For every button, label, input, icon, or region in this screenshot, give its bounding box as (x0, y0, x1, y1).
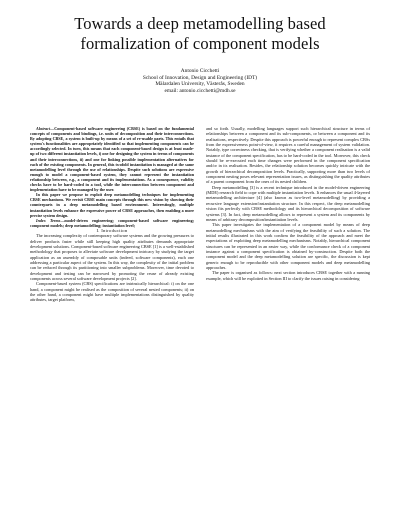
right-column (206, 126, 370, 303)
author-block (30, 68, 370, 94)
right-paragraph-3: This paper investigates the implementation of a component model by means of deep metamodelling mechanisms with the aim of verifying the feasibility of such a solution. The initial results illustrated in this work confirm the feasibility of the approach and meet the expectations of exploiting deep metamodelling mechanisms. Notably, hierarchical component structures can be represented in an easier way, while the conformance check of a component instance against a component specification is obtained by-construction. Despite both the component model and the deep metamodelling solution are specific, the discussion is kept generic enough to be reproducible with other component models and deep metamodelling approaches. (206, 222, 370, 270)
abstract-text: —Component-based software engineering (CBSE) is based on the fundamental concepts of components and bindings, i.e. units of decomposition and their interconnections. By adopting CBSE, a system is built-up by means of a set of re-usable parts. This entails that system's functionalities are appropriately identified so that implementing components can be accordingly selected. In turn, this means that each component-based design is at least made-up of two different instantiation levels, i) one for designing the system in terms of components and their interconnections, ii) and one for linking possible implementation alternatives for each of the existing components. In general, this twofold instantiation is managed at the same metamodelling level through the use of relationships. Despite such solutions are expressive enough to model a component-based system, they cannot represent the instantiation relationship between, e.g., a component and its implementations. As a consequence, validity checks have to be hard-coded in a tool, while the interconnection between component and implementation have to be managed by the user. (30, 126, 194, 193)
affiliation-line-2: Mälardalen University, Västerås, Sweden (155, 81, 245, 88)
abstract-paragraph-2: In this paper we propose to exploit deep metamodelling techniques for implementing CBSE mechanisms. We revisit CBSE main concepts through this new vision by showing their counterparts in a deep metamodelling based environment. Interestingly, multiple instantiation levels enhance the expressive power of CBSE approaches, then enabling a more precise system design. (30, 192, 194, 218)
abstract-label: Abstract (36, 126, 51, 131)
index-terms (30, 218, 194, 228)
abstract-paragraph (30, 126, 194, 192)
right-paragraph-1: and so forth. Usually, modelling languages support such hierarchical structure in terms of relationships between a component and its sub-components, or between a component and its realisations, respectively. Despite this approach is powerful enough to represent complex CBSs from the expressiveness point-of-view, it requires a careful management of system validation. Notably, type correctness checking, that is verifying whether a component realisation is a valid instance of the component specification, has to be hard-coded in the tool. Moreover, this check should be re-executed each time changes were performed in the component specification and/or in its realisation. Besides, the relationship solution becomes quickly intricate with the growth of hierarchical decomposition levels. Practically, supporting more than two levels of component nesting poses relevant representation issues, as distinguishing the quality attributes of a parent component from the ones of its nested children. (206, 126, 370, 185)
author-name: Antonio Cicchetti (180, 68, 220, 74)
intro-paragraph-1: The increasing complexity of contemporary software systems and the growing pressures to deliver products faster while still keeping high quality attributes demands appropriate development solutions. Component-based software engineering CBSE [1] is a well-established methodology that proposes to alleviate software development intricacy by studying the target application as an assembly of composable units (indeed, software components), each one addressing a particular aspect of the system. In this way, the complexity of the initial problem can be reduced through its partitioning into smaller subproblems. Moreover, time devoted to development and testing can be narrowed by promoting the reuse of already existing components across several software development projects [2]. (30, 233, 194, 281)
section-heading-introduction: I. Introduction (96, 227, 128, 233)
body-columns (30, 126, 370, 303)
right-paragraph-2: Deep metamodelling [3] is a recent technique introduced in the model-driven engineering (MDE) research field to cope with multiple instantiation levels. It enhances the usual 4-layered metamodelling architecture [4] (also known as two-level metamodelling) by providing a recursive language extension/instantiation structure. In this respect, the deep metamodelling vision fits perfectly with CBSE methodology and its hierarchical decomposition of software systems [3]. In fact, deep metamodelling allows to represent a system and its components by means of arbitrary decomposition/instantiation levels. (206, 184, 370, 222)
intro-paragraph-2: Component-based system (CBS) specifications are intrinsically hierarchical: i) on the one hand, a component might be realised as the composition of several nested components; ii) on the other hand, a component might have multiple implementations distinguished by quality attributes, target platform, (30, 281, 194, 303)
author-email: email: antonio.cicchetti@mdh.se (164, 87, 236, 94)
paper-title: Towards a deep metamodelling based formalization of component models (74, 14, 326, 53)
index-terms-text: —model-driven engineering; component-based software engineering; component models; deep metamodelling; instantiation level; (30, 217, 194, 228)
index-terms-label: Index Terms (36, 217, 61, 223)
right-paragraph-4: The paper is organised as follows: next section introduces CBSE together with a running example, which will be exploited in Section III to clarify the issues raising in considering (206, 270, 370, 281)
left-column (30, 126, 194, 303)
affiliation-line-1: School of Innovation, Design and Engineering (IDT) (142, 74, 258, 81)
